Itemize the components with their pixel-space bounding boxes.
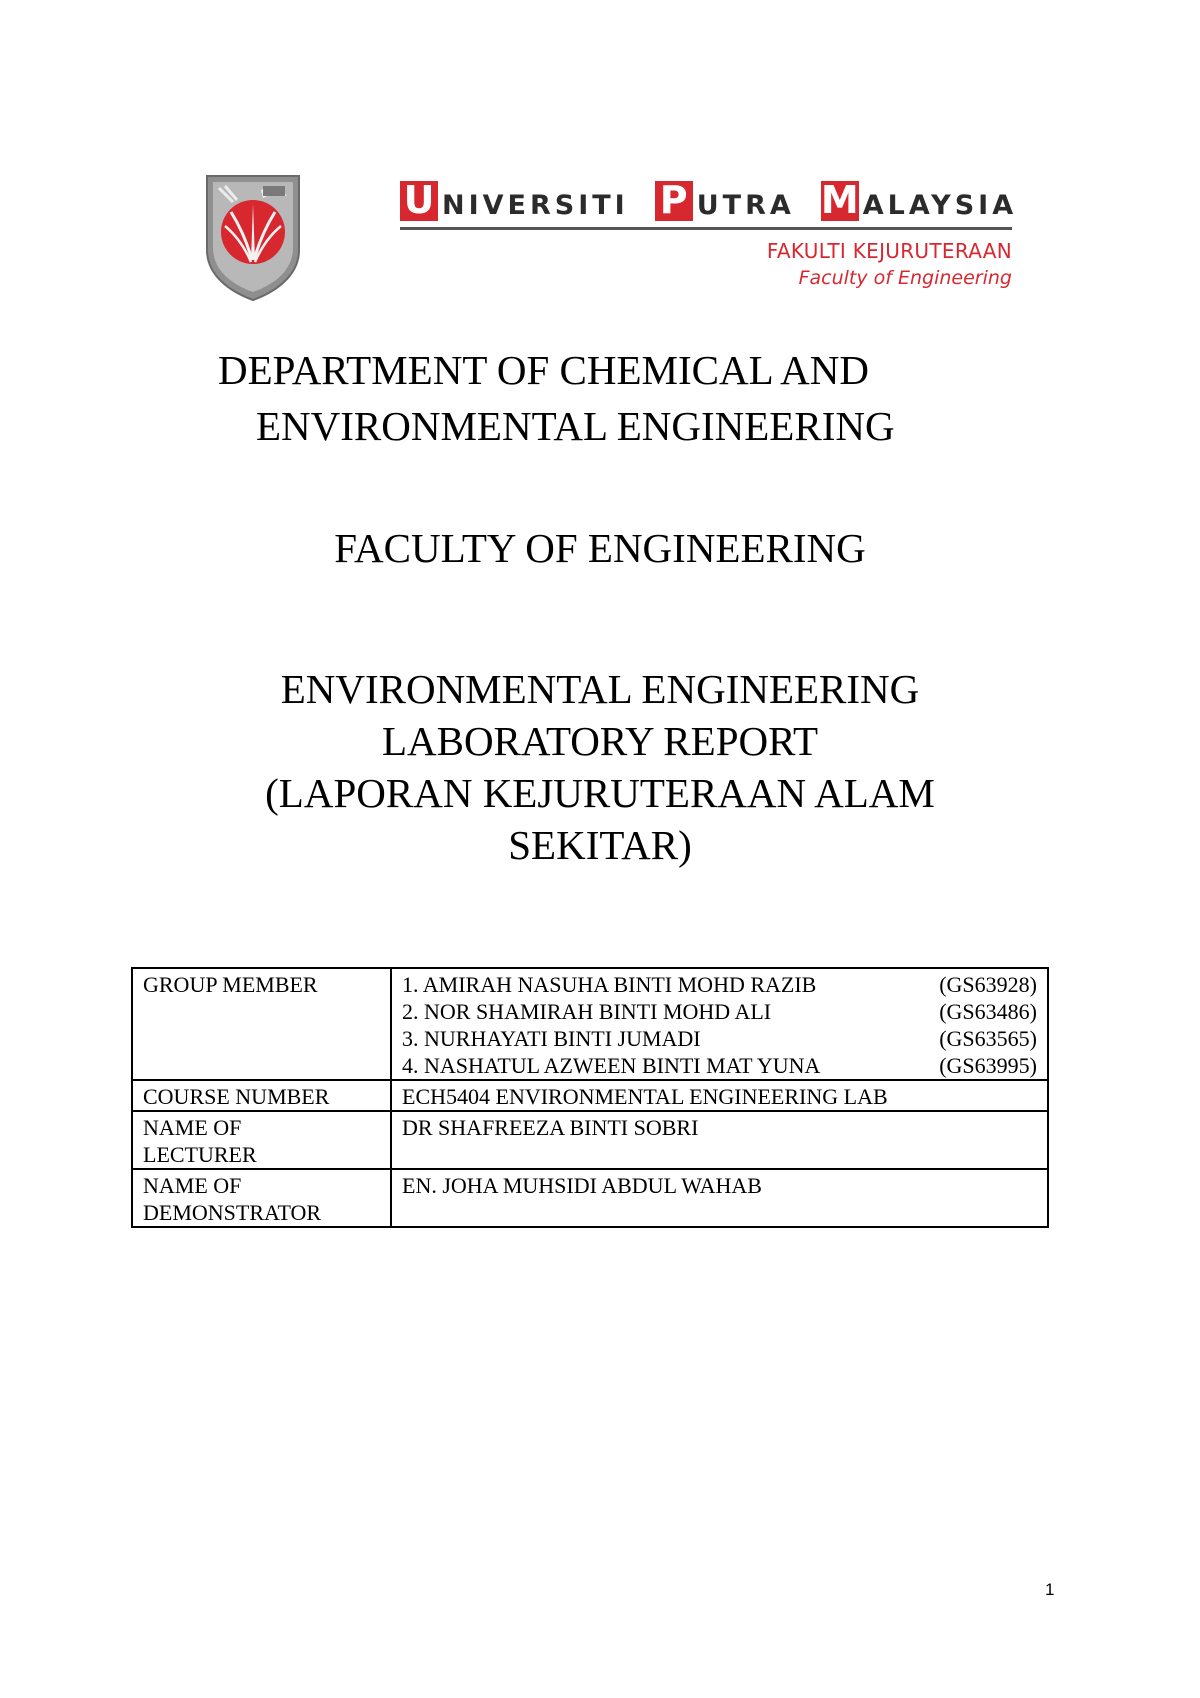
university-word-putra xyxy=(655,178,795,222)
word-rest: UTRA xyxy=(696,190,795,221)
table-row-group-members xyxy=(132,968,1048,1080)
report-info-table xyxy=(131,967,1049,1228)
demonstrator-value: EN. JOHA MUHSIDI ABDUL WAHAB xyxy=(391,1169,1048,1227)
word-rest: ALAYSIA xyxy=(862,190,1018,221)
table-row-demonstrator xyxy=(132,1169,1048,1227)
group-member-list xyxy=(391,968,1048,1080)
lecturer-label xyxy=(132,1111,391,1169)
cap-letter: U xyxy=(400,181,438,221)
department-title xyxy=(180,342,1000,454)
member-name: 4. NASHATUL AZWEEN BINTI MAT YUNA xyxy=(402,1053,821,1078)
member-id: (GS63928) xyxy=(939,972,1037,997)
member-id: (GS63995) xyxy=(939,1053,1037,1078)
member-id: (GS63565) xyxy=(939,1026,1037,1051)
university-word-malaysia xyxy=(820,178,1018,222)
page-number: 1 xyxy=(1045,1580,1055,1599)
list-item xyxy=(402,1052,1037,1079)
course-number-value: ECH5404 ENVIRONMENTAL ENGINEERING LAB xyxy=(391,1080,1048,1111)
member-name: 2. NOR SHAMIRAH BINTI MOHD ALI xyxy=(402,999,772,1024)
word-rest: NIVERSITI xyxy=(442,190,629,221)
table-row-course xyxy=(132,1080,1048,1111)
demonstrator-label-line1: NAME OF xyxy=(143,1173,242,1198)
university-banner xyxy=(400,175,1020,295)
member-name: 3. NURHAYATI BINTI JUMADI xyxy=(402,1026,701,1051)
table-row-lecturer xyxy=(132,1111,1048,1169)
report-title-line3: (LAPORAN KEJURUTERAAN ALAM xyxy=(265,770,935,816)
member-id: (GS63486) xyxy=(939,999,1037,1024)
report-title-line2: LABORATORY REPORT xyxy=(381,718,819,764)
university-word-universiti xyxy=(400,178,629,222)
group-member-label: GROUP MEMBER xyxy=(132,968,391,1080)
university-name xyxy=(400,175,1020,221)
cap-letter: M xyxy=(820,178,859,222)
demonstrator-label-line2: DEMONSTRATOR xyxy=(143,1200,322,1225)
department-title-line1: DEPARTMENT OF CHEMICAL AND xyxy=(218,347,869,393)
faculty-english-name: Faculty of Engineering xyxy=(798,267,1012,289)
report-title-line1: ENVIRONMENTAL ENGINEERING xyxy=(280,666,920,712)
course-number-label: COURSE NUMBER xyxy=(132,1080,391,1111)
report-title xyxy=(0,663,1200,871)
lecturer-label-line1: NAME OF xyxy=(143,1115,242,1140)
list-item xyxy=(402,1025,1037,1052)
banner-rule xyxy=(400,227,1012,230)
lecturer-label-line2: LECTURER xyxy=(143,1142,257,1167)
demonstrator-label xyxy=(132,1169,391,1227)
list-item xyxy=(402,998,1037,1025)
list-item xyxy=(402,971,1037,998)
lecturer-value: DR SHAFREEZA BINTI SOBRI xyxy=(391,1111,1048,1169)
report-title-line4: SEKITAR) xyxy=(508,822,692,868)
upm-crest-icon xyxy=(203,172,303,302)
department-title-line2: ENVIRONMENTAL ENGINEERING xyxy=(256,403,895,449)
faculty-malay-name: FAKULTI KEJURUTERAAN xyxy=(766,239,1012,263)
faculty-title: FACULTY OF ENGINEERING xyxy=(334,525,866,571)
member-name: 1. AMIRAH NASUHA BINTI MOHD RAZIB xyxy=(402,972,817,997)
cap-letter: P xyxy=(655,181,693,221)
